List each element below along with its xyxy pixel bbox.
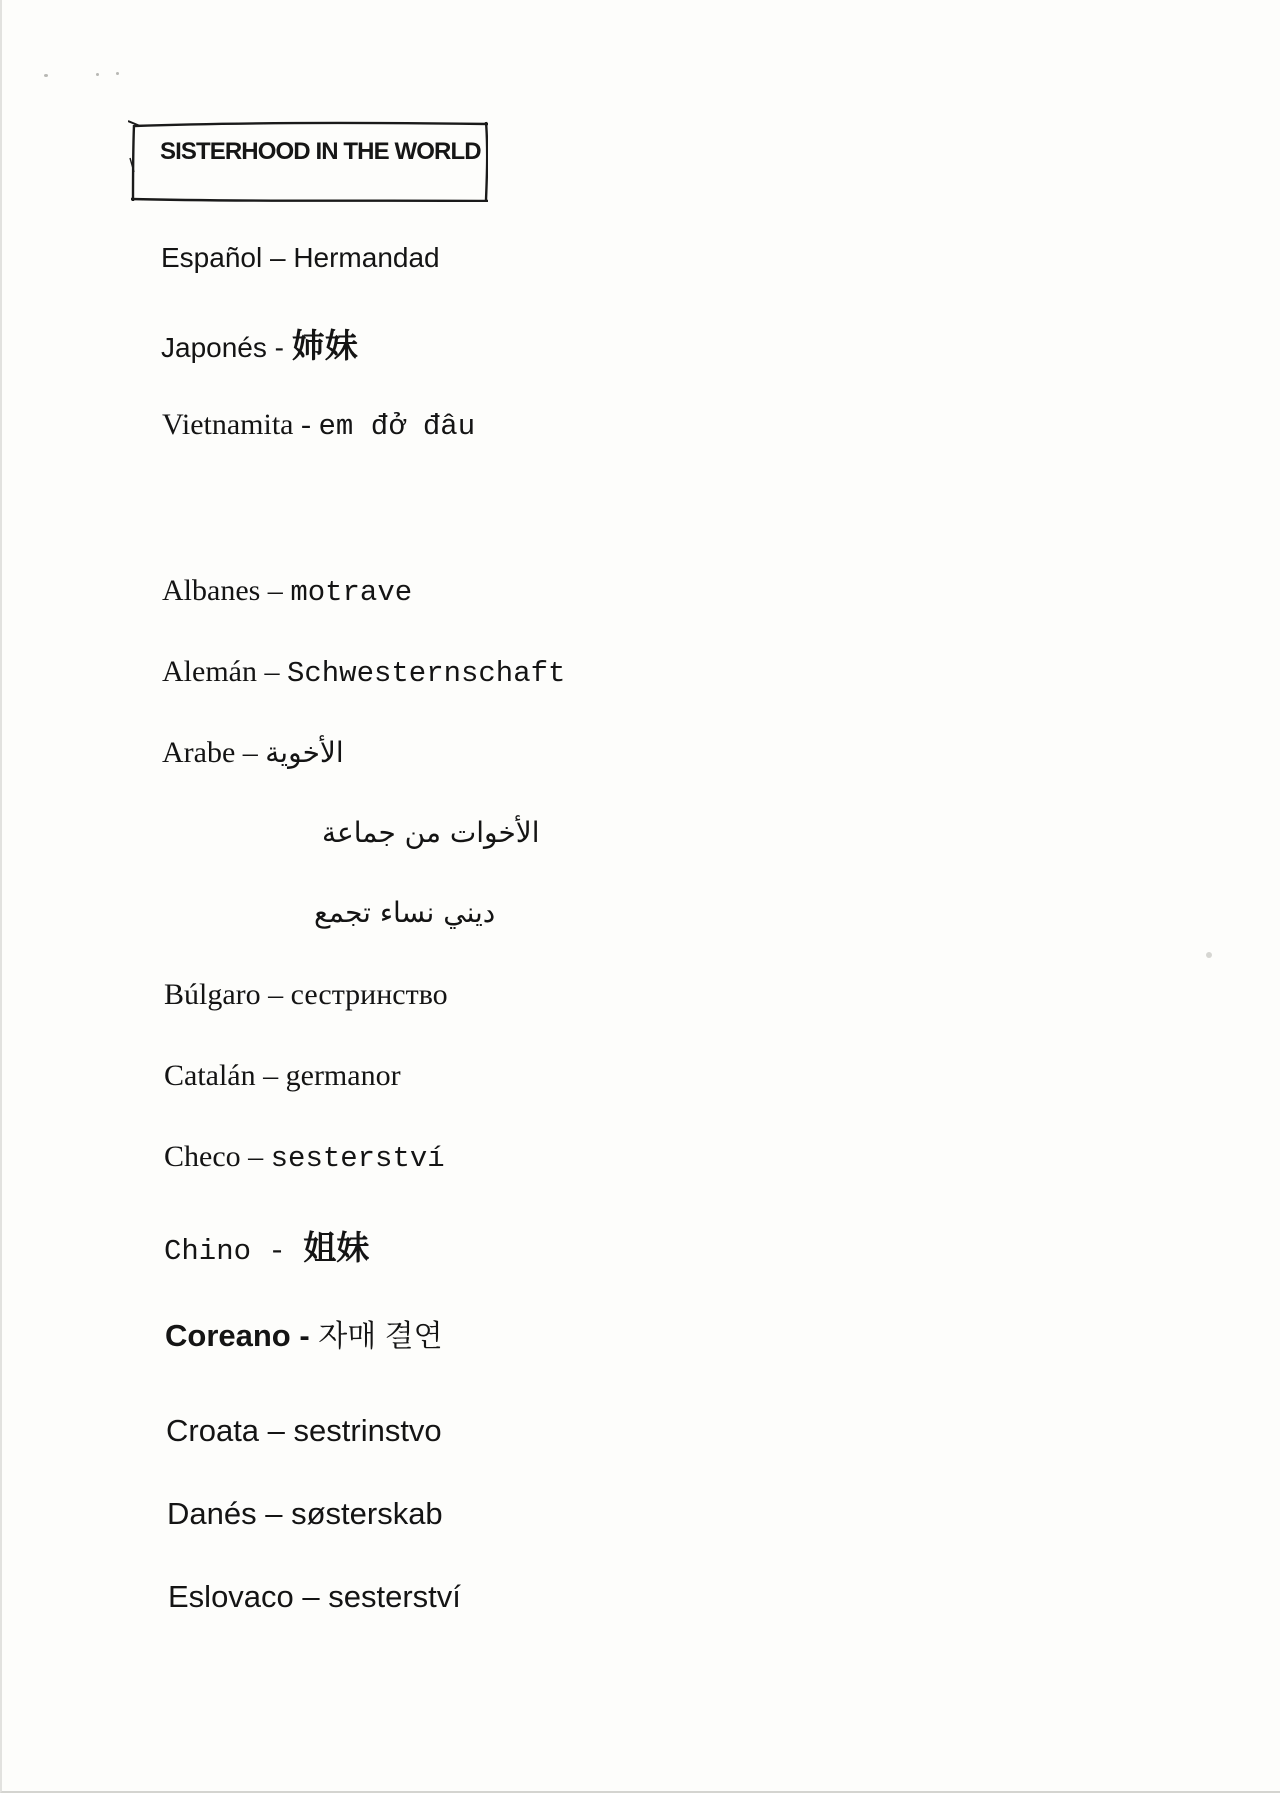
language-label: Checo – bbox=[164, 1140, 271, 1173]
entry-vietnamita bbox=[162, 408, 475, 443]
translation-word: 姉妹 bbox=[291, 326, 358, 365]
entry-espanol: Español – Hermandad bbox=[161, 242, 440, 273]
translation-word: Schwesternschaft bbox=[286, 657, 566, 690]
entry-aleman bbox=[162, 655, 565, 690]
language-label: Alemán – bbox=[162, 655, 287, 688]
entry-croata: Croata – sestrinstvo bbox=[166, 1413, 442, 1448]
translation-word: em đở đâu bbox=[318, 410, 476, 443]
entry-albanes bbox=[162, 574, 412, 609]
paper-speck bbox=[116, 72, 119, 75]
paper-speck bbox=[96, 73, 99, 76]
entry-coreano bbox=[165, 1311, 443, 1355]
translation-word: الأخوية bbox=[265, 736, 344, 769]
language-label: Coreano - bbox=[165, 1318, 319, 1353]
paper-speck bbox=[44, 74, 48, 77]
translation-word: 자매 결연 bbox=[318, 1320, 443, 1353]
page-title: SISTERHOOD IN THE WORLD bbox=[160, 138, 481, 165]
arabic-translation-2: الأخوات من جماعة bbox=[322, 816, 540, 849]
entry-arabe bbox=[162, 736, 344, 770]
paper-speck bbox=[1206, 952, 1212, 958]
translation-word: sesterství bbox=[270, 1142, 445, 1175]
entry-danes: Danés – søsterskab bbox=[167, 1496, 443, 1531]
entry-chino bbox=[164, 1222, 369, 1269]
language-label: Japonés - bbox=[161, 332, 292, 363]
title-box bbox=[128, 120, 488, 202]
entry-checo bbox=[164, 1140, 445, 1175]
entry-japones bbox=[161, 320, 358, 367]
arabic-translation-3: ديني نساء تجمع bbox=[314, 896, 496, 929]
entry-bulgaro: Búlgaro – сестринство bbox=[164, 978, 448, 1011]
entry-catalan: Catalán – germanor bbox=[164, 1059, 401, 1092]
language-label: Albanes – bbox=[162, 574, 291, 607]
language-label: Chino - bbox=[164, 1235, 304, 1268]
translation-word: 姐妹 bbox=[303, 1228, 370, 1267]
language-label: Arabe – bbox=[162, 736, 266, 769]
language-label: Vietnamita - bbox=[162, 408, 319, 441]
translation-word: motrave bbox=[290, 576, 413, 609]
entry-eslovaco: Eslovaco – sesterství bbox=[168, 1579, 461, 1614]
